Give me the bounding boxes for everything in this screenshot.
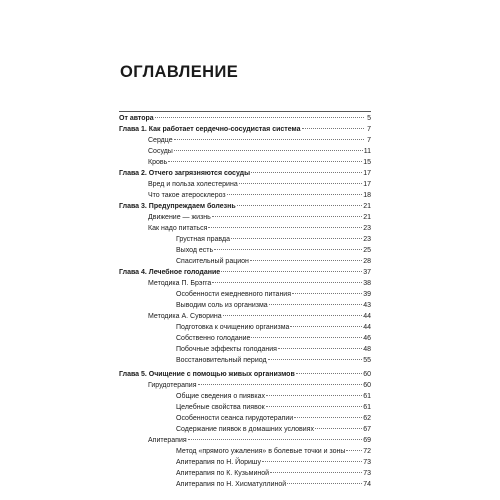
toc-page-number: 5 [367, 115, 371, 122]
toc-entry-title: Метод «прямого ужаления» в болевые точки и зоны [176, 448, 346, 455]
toc-entry-title: Особенности сеанса гирудотерапии [176, 415, 294, 422]
toc-section-entry [119, 300, 371, 311]
toc-page-number: 17 [363, 181, 371, 188]
toc-page-number: 38 [363, 280, 371, 287]
toc-dot-leader [250, 260, 362, 261]
page-title: ОГЛАВЛЕНИЕ [120, 63, 239, 81]
toc-dot-leader [268, 359, 363, 360]
toc-entry-title: Апитерапия по Н. Хисматуллиной [176, 481, 287, 488]
toc-entry-title: Восстановительный период [176, 357, 267, 364]
toc-dot-leader [212, 282, 362, 283]
toc-page-number: 60 [363, 382, 371, 389]
toc-entry-title: Кровь [148, 159, 168, 166]
toc-dot-leader [270, 472, 362, 473]
toc-page-number: 21 [363, 203, 371, 210]
toc-entry-title: Глава 4. Лечебное голодание [119, 269, 221, 276]
toc-dot-leader [231, 238, 362, 239]
toc-page-number: 44 [363, 313, 371, 320]
toc-page-number: 73 [363, 459, 371, 466]
toc-page-number: 44 [363, 324, 371, 331]
toc-section-entry [119, 446, 371, 457]
toc-entry-title: Методика А. Суворина [148, 313, 222, 320]
toc-page-number: 73 [363, 470, 371, 477]
toc-section-entry [119, 223, 371, 234]
toc-section-entry [119, 234, 371, 245]
toc-page-number: 72 [363, 448, 371, 455]
toc-entry-title: Вред и польза холестерина [148, 181, 238, 188]
toc-page-number: 25 [363, 247, 371, 254]
toc-section-entry [119, 355, 371, 366]
toc-dot-leader [214, 249, 362, 250]
toc-page-number: 21 [363, 214, 371, 221]
toc-dot-leader [294, 417, 362, 418]
toc-page-number: 46 [363, 335, 371, 342]
toc-page-number: 67 [363, 426, 371, 433]
toc-page-number: 61 [363, 404, 371, 411]
toc-page-number: 17 [363, 170, 371, 177]
toc-dot-leader [251, 337, 362, 338]
toc-section-entry [119, 413, 371, 424]
toc-section-entry [119, 179, 371, 190]
toc-entry-title: Что такое атеросклероз [148, 192, 226, 199]
toc-entry-title: Целебные свойства пиявок [176, 404, 265, 411]
toc-section-entry [119, 402, 371, 413]
toc-page-number: 62 [363, 415, 371, 422]
toc-entry-title: Методика П. Брэгга [148, 280, 212, 287]
toc-dot-leader [251, 172, 362, 173]
toc-section-entry [119, 424, 371, 435]
toc-entry-title: Особенности ежедневного питания [176, 291, 292, 298]
toc-entry-title: Глава 5. Очищение с помощью живых организмов [119, 371, 295, 378]
toc-entry-title: Выводим соль из организма [176, 302, 268, 309]
toc-dot-leader [315, 428, 362, 429]
toc-entry-title: Содержание пиявок в домашних условиях [176, 426, 314, 433]
toc-page-number: 48 [363, 346, 371, 353]
toc-page-number: 55 [363, 357, 371, 364]
toc-entry-title: Апитерапия по Н. Йоришу [176, 459, 262, 466]
toc-entry-title: Спасительный рацион [176, 258, 249, 265]
toc-dot-leader [278, 348, 362, 349]
toc-entry-title: Как надо питаться [148, 225, 208, 232]
toc-page-number: 60 [363, 371, 371, 378]
toc-page-number: 7 [367, 126, 371, 133]
toc-chapter-entry [119, 369, 371, 380]
toc-section-entry [119, 311, 371, 322]
toc-dot-leader [174, 139, 364, 140]
toc-page-number: 39 [363, 291, 371, 298]
toc-page-number: 69 [363, 437, 371, 444]
toc-dot-leader [208, 227, 362, 228]
toc-dot-leader [155, 117, 364, 118]
toc-page-number: 61 [363, 393, 371, 400]
toc-entry-title: Общие сведения о пиявках [176, 393, 265, 400]
toc-entry-title: Собственно голодание [176, 335, 251, 342]
toc-entry-title: Глава 2. Отчего загрязняются сосуды [119, 170, 251, 177]
toc-dot-leader [266, 406, 363, 407]
toc-dot-leader [188, 439, 363, 440]
toc-chapter-entry [119, 201, 371, 212]
toc-page-number: 23 [363, 236, 371, 243]
toc-chapter-entry [119, 168, 371, 179]
toc-page-number: 74 [363, 481, 371, 488]
toc-page-number: 43 [363, 302, 371, 309]
toc-section-entry [119, 157, 371, 168]
toc-dot-leader [266, 395, 362, 396]
toc-dot-leader [269, 304, 363, 305]
toc-section-entry [119, 391, 371, 402]
toc-dot-leader [262, 461, 362, 462]
toc-entry-title: Глава 1. Как работает сердечно-сосудистая система [119, 126, 301, 133]
toc-section-entry [119, 457, 371, 468]
toc-page-number: 15 [363, 159, 371, 166]
toc-dot-leader [223, 315, 363, 316]
toc-dot-leader [292, 293, 362, 294]
toc-section-entry [119, 322, 371, 333]
toc-entry-title: Подготовка к очищению организма [176, 324, 290, 331]
toc-entry-title: Выход есть [176, 247, 214, 254]
toc-dot-leader [221, 271, 362, 272]
toc-page-number: 18 [363, 192, 371, 199]
toc-section-entry [119, 435, 371, 446]
toc-page-number: 11 [363, 148, 371, 155]
toc-section-entry [119, 190, 371, 201]
heading-divider [119, 111, 371, 112]
toc-page-number: 28 [363, 258, 371, 265]
toc-section-entry [119, 146, 371, 157]
toc-dot-leader [174, 150, 363, 151]
toc-entry-title: Гирудотерапия [148, 382, 197, 389]
toc-dot-leader [287, 483, 362, 484]
toc-page-number: 7 [367, 137, 371, 144]
toc-entry-title: Апитерапия по К. Кузьминой [176, 470, 270, 477]
toc-section-entry [119, 135, 371, 146]
toc-section-entry [119, 468, 371, 479]
toc-entry-title: Сосуды [148, 148, 173, 155]
toc-section-entry [119, 479, 371, 490]
toc-dot-leader [212, 216, 362, 217]
toc-section-entry [119, 380, 371, 391]
table-of-contents [119, 113, 371, 490]
toc-dot-leader [198, 384, 363, 385]
toc-dot-leader [296, 373, 362, 374]
toc-section-entry [119, 333, 371, 344]
toc-dot-leader [239, 183, 362, 184]
toc-entry-title: Сердце [148, 137, 173, 144]
toc-dot-leader [302, 128, 364, 129]
toc-entry-title: От автора [119, 115, 154, 122]
toc-entry-title: Апитерапия [148, 437, 187, 444]
toc-chapter-entry [119, 113, 371, 124]
toc-page-number: 37 [363, 269, 371, 276]
toc-section-entry [119, 278, 371, 289]
toc-section-entry [119, 256, 371, 267]
toc-entry-title: Глава 3. Предупреждаем болезнь [119, 203, 236, 210]
toc-dot-leader [237, 205, 363, 206]
toc-chapter-entry [119, 267, 371, 278]
toc-dot-leader [290, 326, 362, 327]
toc-section-entry [119, 245, 371, 256]
toc-dot-leader [227, 194, 363, 195]
toc-entry-title: Побочные эффекты голодания [176, 346, 277, 353]
toc-section-entry [119, 344, 371, 355]
toc-section-entry [119, 289, 371, 300]
toc-entry-title: Движение — жизнь [148, 214, 211, 221]
toc-dot-leader [346, 450, 362, 451]
toc-page-number: 23 [363, 225, 371, 232]
toc-chapter-entry [119, 124, 371, 135]
toc-entry-title: Грустная правда [176, 236, 231, 243]
toc-section-entry [119, 212, 371, 223]
toc-dot-leader [168, 161, 362, 162]
